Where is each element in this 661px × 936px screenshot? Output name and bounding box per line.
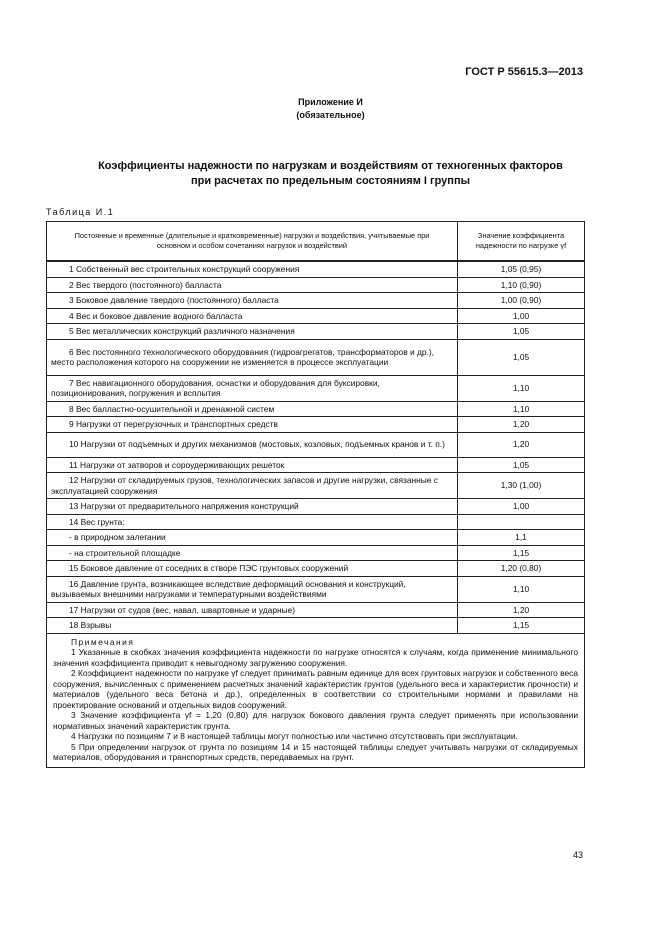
standard-code: ГОСТ Р 55615.3—2013	[465, 66, 583, 78]
load-description: 1 Собственный вес строительных конструкций сооружения	[47, 261, 458, 277]
coefficient-value: 1,10	[458, 401, 585, 417]
note-item: 5 При определении нагрузок от грунта по позициям 14 и 15 настоящей таблицы следует учитывать нагрузки от складируемых материалов, оборудования и транспортных средств, передаваемых на грунт.	[53, 741, 578, 762]
load-description: 10 Нагрузки от подъемных и других механизмов (мостовых, козловых, подъемных кранов и т. п.)	[47, 432, 458, 457]
table-row	[47, 602, 585, 618]
coefficient-value: 1,10 (0,90)	[458, 277, 585, 293]
coefficient-value: 1,30 (1,00)	[458, 473, 585, 499]
note-item: 2 Коэффициент надежности по нагрузке γf следует принимать равным единице для всех грунтовых нагрузок и собственного веса сооружения, вычисленных с применением расчетных значений характеристик грунтов (удельного веса и характеристик прочности) и материалов (удельного веса бетона и др.), определенных в соответствии со строительными нормами и правилами на проектирование оснований и отдельных видов сооружений.	[53, 668, 578, 710]
notes-row	[47, 633, 585, 767]
coefficient-value: 1,20	[458, 602, 585, 618]
table-row	[47, 339, 585, 375]
load-description: 11 Нагрузки от затворов и сороудерживающих решеток	[47, 457, 458, 473]
table-row	[47, 324, 585, 340]
table-row	[47, 308, 585, 324]
load-description: 17 Нагрузки от судов (вес, навал, швартовные и ударные)	[47, 602, 458, 618]
table-header-row	[47, 222, 585, 262]
heading-line-2: при расчетах по предельным состояниям I группы	[190, 175, 470, 187]
coefficient-value: 1,05 (0,95)	[458, 261, 585, 277]
table-row	[47, 457, 585, 473]
table-caption: Таблица И.1	[46, 207, 115, 217]
notes	[47, 633, 585, 767]
table-row	[47, 576, 585, 602]
table-row	[47, 618, 585, 634]
note-item: 1 Указанные в скобках значения коэффициента надежности по нагрузке относятся к случаям, когда применение минимального значения коэффициента приводит к невыгодному загружению сооружения.	[53, 647, 578, 668]
load-description: 12 Нагрузки от складируемых грузов, технологических запасов и другие нагрузки, связанные с эксплуатацией сооружения	[47, 473, 458, 499]
coefficient-value: 1,05	[458, 339, 585, 375]
note-item: 3 Значение коэффициента γf = 1,20 (0,80) для нагрузок бокового давления грунта следует применять при использовании нормативных значений характеристик грунта.	[53, 710, 578, 731]
table-row	[47, 499, 585, 515]
table-row	[47, 545, 585, 561]
coefficient-value: 1,15	[458, 618, 585, 634]
table-row	[47, 561, 585, 577]
coefficients-table	[46, 221, 585, 768]
coefficient-value: 1,20	[458, 417, 585, 433]
table-row	[47, 530, 585, 546]
load-description: 14 Вес грунта:	[47, 514, 458, 530]
coefficient-value: 1,00	[458, 308, 585, 324]
coefficient-value: 1,10	[458, 576, 585, 602]
appendix-header	[0, 96, 661, 122]
coefficient-value: 1,1	[458, 530, 585, 546]
load-description: - на строительной площадке	[47, 545, 458, 561]
load-description: 4 Вес и боковое давление водного балласта	[47, 308, 458, 324]
coefficient-value: 1,05	[458, 324, 585, 340]
page-number: 43	[572, 850, 583, 860]
table-row	[47, 401, 585, 417]
table-row	[47, 293, 585, 309]
table-row	[47, 432, 585, 457]
load-description: 7 Вес навигационного оборудования, оснастки и оборудования для буксировки, позиционирования, погружения и всплытия	[47, 375, 458, 401]
appendix-title: Приложение И	[298, 97, 363, 107]
table-row	[47, 417, 585, 433]
load-description: 18 Взрывы	[47, 618, 458, 634]
coefficient-value: 1,20 (0,80)	[458, 561, 585, 577]
load-description: 8 Вес балластно-осушительной и дренажной систем	[47, 401, 458, 417]
load-description: 2 Вес твердого (постоянного) балласта	[47, 277, 458, 293]
load-description: 3 Боковое давление твердого (постоянного) балласта	[47, 293, 458, 309]
section-heading	[60, 159, 601, 189]
coefficient-value: 1,00 (0,90)	[458, 293, 585, 309]
table-row	[47, 261, 585, 277]
load-description: 6 Вес постоянного технологического оборудования (гидроагрегатов, трансформаторов и др.), место расположения которого на сооружении не изменяется в процессе эксплуатации	[47, 339, 458, 375]
load-description: - в природном залегании	[47, 530, 458, 546]
table-row	[47, 514, 585, 530]
coefficient-value: 1,00	[458, 499, 585, 515]
note-item: 4 Нагрузки по позициям 7 и 8 настоящей таблицы могут полностью или частично отсутствовать при эксплуатации.	[71, 731, 518, 741]
load-description: 5 Вес металлических конструкций различного назначения	[47, 324, 458, 340]
coefficient-value: 1,15	[458, 545, 585, 561]
coefficient-value: 1,10	[458, 375, 585, 401]
heading-line-1: Коэффициенты надежности по нагрузкам и воздействиям от техногенных факторов	[98, 160, 563, 172]
coefficient-value: 1,05	[458, 457, 585, 473]
load-description: 9 Нагрузки от перегрузочных и транспортных средств	[47, 417, 458, 433]
table-row	[47, 473, 585, 499]
header-loads: Постоянные и временные (длительные и кратковременные) нагрузки и воздействия, учитываемые при основном и особом сочетаниях нагрузок и воздействий	[47, 222, 458, 262]
notes-title: Примечания	[71, 636, 135, 647]
table-row	[47, 375, 585, 401]
load-description: 15 Боковое давление от соседних в створе ПЭС грунтовых сооружений	[47, 561, 458, 577]
appendix-status: (обязательное)	[296, 110, 365, 120]
load-description: 13 Нагрузки от предварительного напряжения конструкций	[47, 499, 458, 515]
coefficient-value: 1,20	[458, 432, 585, 457]
coefficient-value	[458, 514, 585, 530]
header-coefficient: Значение коэффициента надежности по нагрузке γf	[458, 222, 585, 262]
table-row	[47, 277, 585, 293]
load-description: 16 Давление грунта, возникающее вследствие деформаций основания и конструкций, вызываемых внешними нагрузками и температурными воздействиями	[47, 576, 458, 602]
